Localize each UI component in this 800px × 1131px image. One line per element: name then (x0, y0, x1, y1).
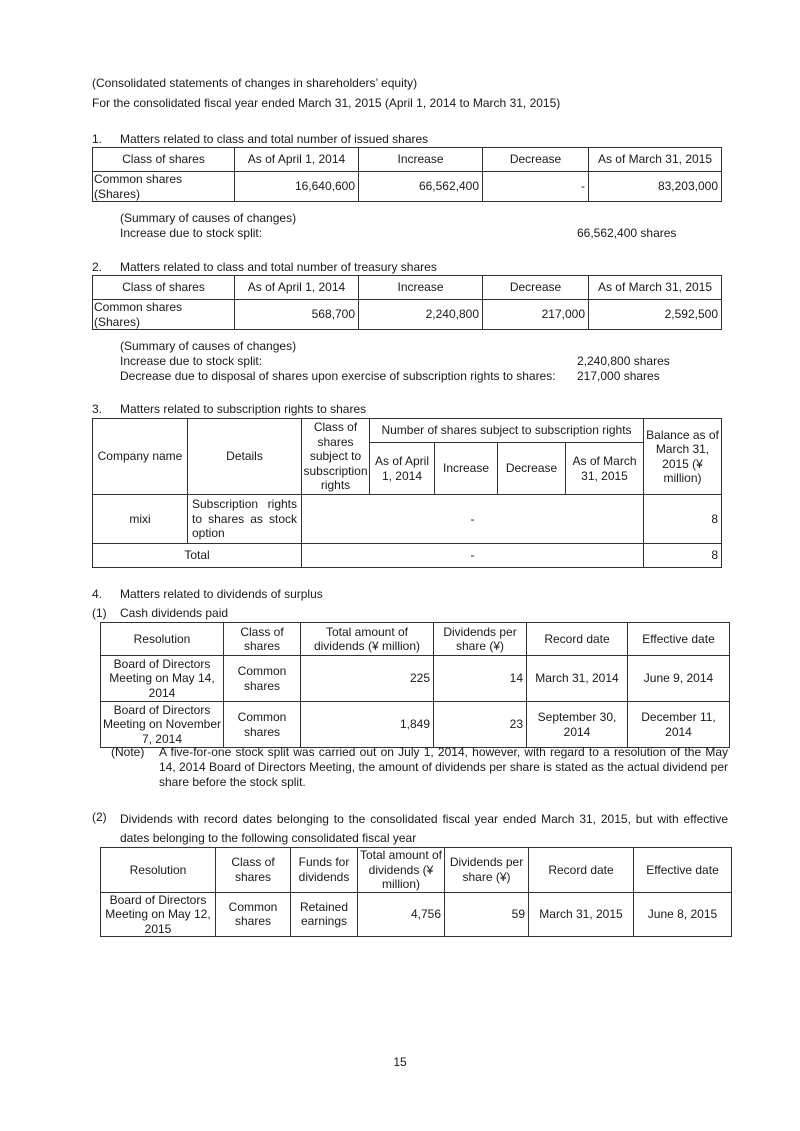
subsection-2-title: Dividends with record dates belonging to the consolidated fiscal year ended March 31, 2015, but with effective dates belonging to the following consolidated fiscal year (120, 812, 728, 845)
section-4-number: 4. (92, 587, 103, 601)
col-header: Resolution (101, 623, 224, 656)
subsection-2-number: (2) (92, 810, 107, 824)
summary-label: Increase due to stock split: (120, 226, 263, 240)
table-cell: June 9, 2014 (628, 656, 730, 702)
page-number: 15 (393, 1055, 407, 1069)
col-header: As of March 31, 2015 (566, 443, 644, 495)
col-header: As of April 1, 2014 (370, 443, 435, 495)
summary-value: 2,240,800 shares (577, 354, 670, 368)
summary-label: Increase due to stock split: (120, 354, 263, 368)
table-cell: 225 (301, 656, 434, 702)
section-3-title: Matters related to subscription rights to shares (120, 402, 367, 416)
table-cell: Common shares (224, 656, 301, 702)
table-cell: mixi (93, 495, 188, 544)
col-header: As of April 1, 2014 (235, 276, 359, 300)
section-3-number: 3. (92, 402, 103, 416)
col-header: Funds for dividends (291, 848, 358, 893)
col-header: Class of shares subject to subscription rights (302, 419, 370, 495)
table-cell: 14 (434, 656, 527, 702)
table-cell: - (302, 495, 644, 544)
issued-shares-table (92, 147, 722, 202)
summary-value: 217,000 shares (577, 369, 660, 383)
table-cell: Common shares (216, 892, 291, 937)
table-cell: Common shares (224, 702, 301, 748)
subsection-1-number: (1) (92, 606, 107, 620)
summary-value: 66,562,400 shares (577, 226, 677, 240)
col-header: Company name (93, 419, 188, 495)
col-header: Total amount of dividends (¥ million) (358, 848, 445, 893)
subsection-1-title: Cash dividends paid (120, 606, 229, 620)
table-cell: 8 (644, 495, 722, 544)
treasury-shares-table (92, 275, 722, 330)
table-cell: 2,240,800 (359, 300, 483, 330)
col-header: Dividends per share (¥) (445, 848, 529, 893)
table-cell: September 30, 2014 (527, 702, 628, 748)
table-cell: 8 (644, 544, 722, 568)
col-header: Class of shares (224, 623, 301, 656)
col-header: Increase (359, 148, 483, 172)
table-cell: March 31, 2015 (529, 892, 634, 937)
table-cell: December 11, 2014 (628, 702, 730, 748)
table-cell: Common shares (Shares) (93, 300, 235, 330)
section-2-title: Matters related to class and total number of treasury shares (120, 260, 437, 274)
subscription-rights-table (92, 418, 722, 568)
table-cell: 2,592,500 (589, 300, 722, 330)
col-header: Class of shares (93, 276, 235, 300)
col-header: Record date (527, 623, 628, 656)
note-text: A five-for-one stock split was carried out on July 1, 2014, however, with regard to a resolution of the May 14, 2014 Board of Directors Meeting, the amount of dividends per share is stated as the actual dividend per share before the stock split. (159, 745, 729, 789)
table-cell: 217,000 (483, 300, 589, 330)
col-header: Increase (359, 276, 483, 300)
table-cell: Common shares (Shares) (93, 172, 235, 202)
statement-title: (Consolidated statements of changes in shareholders’ equity) (92, 76, 418, 90)
table-cell: 23 (434, 702, 527, 748)
cash-dividends-table (100, 622, 730, 748)
table-cell: - (483, 172, 589, 202)
table-cell: 1,849 (301, 702, 434, 748)
table-cell: 59 (445, 892, 529, 937)
summary-title: (Summary of causes of changes) (120, 211, 297, 225)
section-1-title: Matters related to class and total number of issued shares (120, 132, 429, 146)
col-header: Class of shares (216, 848, 291, 893)
col-header: Record date (529, 848, 634, 893)
table-cell: June 8, 2015 (634, 892, 732, 937)
table-cell: 16,640,600 (235, 172, 359, 202)
future-dividends-table (100, 847, 732, 937)
col-header: Details (188, 419, 302, 495)
col-header: As of March 31, 2015 (589, 276, 722, 300)
table-cell: 83,203,000 (589, 172, 722, 202)
col-header: Decrease (483, 276, 589, 300)
col-header: Decrease (498, 443, 566, 495)
table-cell: 568,700 (235, 300, 359, 330)
col-header: Effective date (628, 623, 730, 656)
table-cell: Board of Directors Meeting on May 14, 2014 (101, 656, 224, 702)
section-1-number: 1. (92, 132, 103, 146)
table-cell: - (302, 544, 644, 568)
col-header: Effective date (634, 848, 732, 893)
col-header: Number of shares subject to subscription rights (370, 419, 644, 443)
col-header: Balance as of March 31, 2015 (¥ million) (644, 419, 722, 495)
col-header: As of April 1, 2014 (235, 148, 359, 172)
section-2-number: 2. (92, 260, 103, 274)
summary-label: Decrease due to disposal of shares upon exercise of subscription rights to shares: (120, 369, 556, 383)
table-cell: Subscription rights to shares as stock option (188, 495, 302, 544)
note-label: (Note) (111, 745, 145, 759)
col-header: Class of shares (93, 148, 235, 172)
section-4-title: Matters related to dividends of surplus (120, 587, 323, 601)
table-cell: Board of Directors Meeting on May 12, 2015 (101, 892, 216, 937)
col-header: Dividends per share (¥) (434, 623, 527, 656)
table-cell: March 31, 2014 (527, 656, 628, 702)
col-header: Total amount of dividends (¥ million) (301, 623, 434, 656)
summary-title: (Summary of causes of changes) (120, 339, 297, 353)
table-cell: Board of Directors Meeting on November 7, 2014 (101, 702, 224, 748)
total-label: Total (93, 544, 302, 568)
col-header: Decrease (483, 148, 589, 172)
fiscal-period: For the consolidated fiscal year ended March 31, 2015 (April 1, 2014 to March 31, 2015) (92, 96, 561, 110)
col-header: Resolution (101, 848, 216, 893)
table-cell: 66,562,400 (359, 172, 483, 202)
table-cell: 4,756 (358, 892, 445, 937)
table-cell: Retained earnings (291, 892, 358, 937)
col-header: Increase (435, 443, 498, 495)
col-header: As of March 31, 2015 (589, 148, 722, 172)
